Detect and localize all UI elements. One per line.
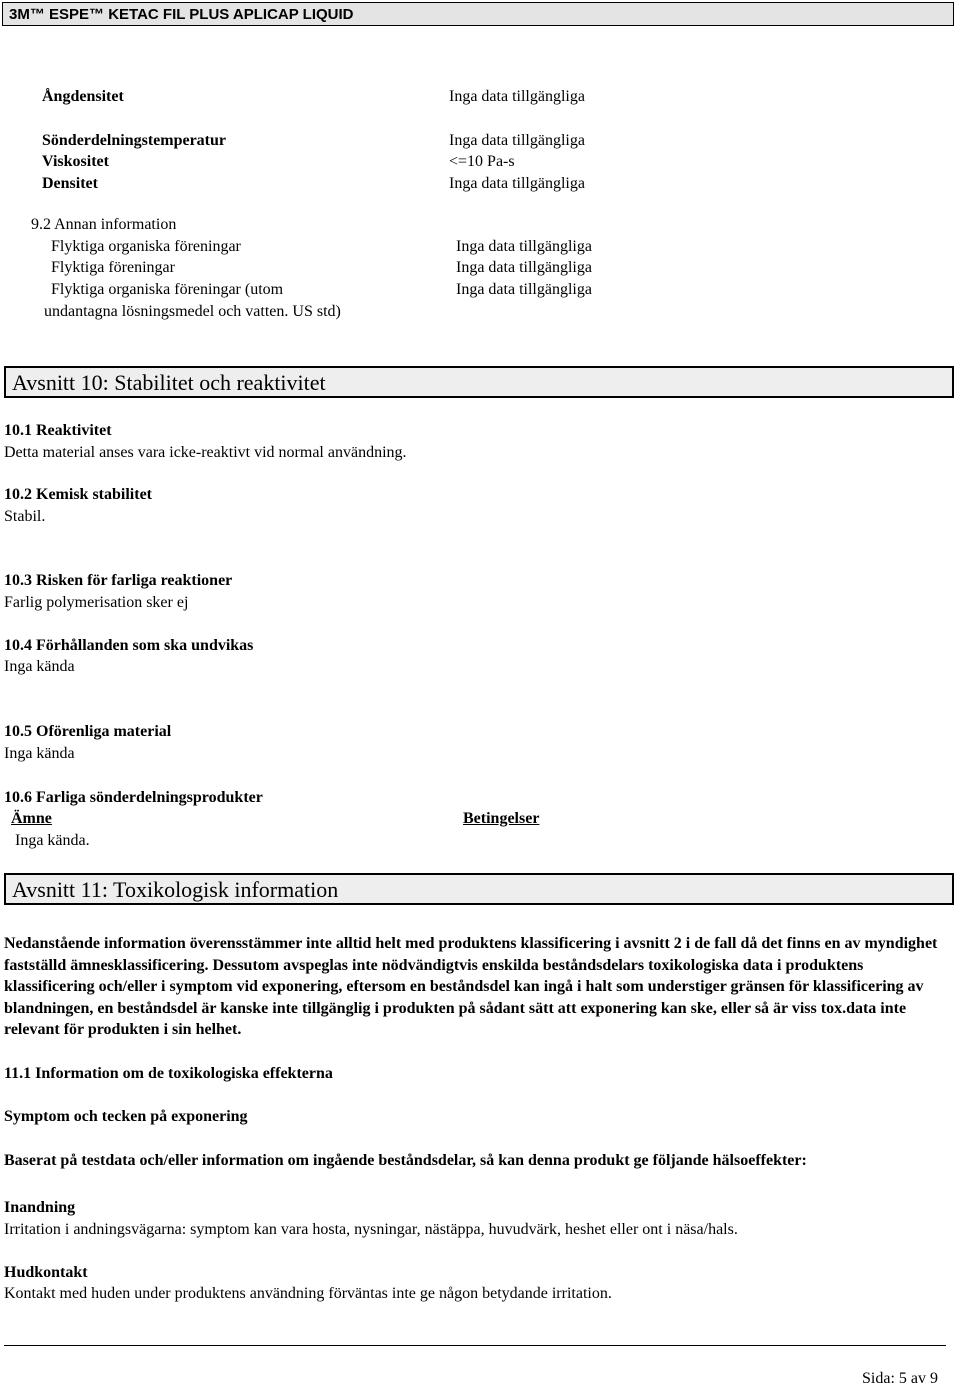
column-header-substance: Ämne — [11, 810, 52, 827]
based-on-text: Baserat på testdata och/eller information om ingående beståndsdelar, så kan denna produkt ge följande hälsoeffekter: — [4, 1152, 807, 1169]
volatiles-value: Inga data tillgängliga — [456, 259, 592, 276]
decomposition-value: Inga kända. — [15, 832, 90, 849]
reactivity-text: Detta material anses vara icke-reaktivt vid normal användning. — [4, 444, 407, 461]
document-header — [2, 2, 954, 26]
subsection-11-1: 11.1 Information om de toxikologiska effekterna — [4, 1065, 333, 1082]
toxicology-intro: Nedanstående information överensstämmer inte alltid helt med produktens klassificering i avsnitt 2 i de fall då det finns en av myndighet fastställd ämnesklassificering. Dessutom avspeglas inte nödvändigtvis enskilda beståndsdelars toxikologiska data i produktens klassificering och/eller i symptom vid exponering, eftersom en beståndsdel kan ingå i halt som understiger gränsen för klassificering av blandningen, en beståndsdel är kanske inte tillgänglig i produkten på sådant sätt att exponering kan ske, eller så är viss tox.data inte relevant för produkten i sin helhet. — [4, 935, 938, 1038]
decomposition-heading: 10.6 Farliga sönderdelningsprodukter — [4, 789, 263, 806]
decomposition-temp-value: Inga data tillgängliga — [449, 132, 585, 149]
reactivity-heading: 10.1 Reaktivitet — [4, 422, 112, 439]
inhalation-text: Irritation i andningsvägarna: symptom kan vara hosta, nysningar, nästäppa, huvudvärk, heshet eller ont i näsa/hals. — [4, 1221, 738, 1238]
column-header-conditions: Betingelser — [463, 810, 540, 827]
density-label: Densitet — [42, 175, 98, 192]
symptoms-heading: Symptom och tecken på exponering — [4, 1108, 248, 1125]
skin-heading: Hudkontakt — [4, 1264, 88, 1281]
voc-excl-label-line2: undantagna lösningsmedel och vatten. US std) — [44, 303, 341, 320]
inhalation-heading: Inandning — [4, 1199, 76, 1216]
volatiles-label: Flyktiga föreningar — [51, 259, 175, 276]
vapor-density-label: Ångdensitet — [42, 88, 124, 105]
footer-rule — [4, 1345, 946, 1346]
viscosity-value: <=10 Pa-s — [449, 153, 515, 170]
voc-excl-label-line1: Flyktiga organiska föreningar (utom — [51, 281, 284, 298]
density-value: Inga data tillgängliga — [449, 175, 585, 192]
skin-text: Kontakt med huden under produktens användning förväntas inte ge någon betydande irritation. — [4, 1285, 612, 1302]
hazardous-reactions-heading: 10.3 Risken för farliga reaktioner — [4, 572, 233, 589]
vapor-density-value: Inga data tillgängliga — [449, 88, 585, 105]
voc-value: Inga data tillgängliga — [456, 238, 592, 255]
hazardous-reactions-text: Farlig polymerisation sker ej — [4, 594, 189, 611]
stability-text: Stabil. — [4, 508, 46, 525]
incompatible-text: Inga kända — [4, 745, 75, 762]
section-10-banner — [4, 366, 954, 398]
incompatible-heading: 10.5 Oförenliga material — [4, 723, 172, 740]
conditions-heading: 10.4 Förhållanden som ska undvikas — [4, 637, 254, 654]
other-info-heading: 9.2 Annan information — [31, 216, 177, 233]
section-11-title: Avsnitt 11: Toxikologisk information — [12, 877, 339, 902]
page-number: Sida: 5 av 9 — [862, 1370, 938, 1387]
conditions-text: Inga kända — [4, 658, 75, 675]
product-name: 3M™ ESPE™ KETAC FIL PLUS APLICAP LIQUID — [9, 6, 354, 23]
decomposition-temp-label: Sönderdelningstemperatur — [42, 132, 226, 149]
section-11-banner — [4, 873, 954, 905]
voc-label: Flyktiga organiska föreningar — [51, 238, 241, 255]
voc-excl-value: Inga data tillgängliga — [456, 281, 592, 298]
section-10-title: Avsnitt 10: Stabilitet och reaktivitet — [12, 370, 326, 395]
viscosity-label: Viskositet — [42, 153, 109, 170]
stability-heading: 10.2 Kemisk stabilitet — [4, 486, 152, 503]
